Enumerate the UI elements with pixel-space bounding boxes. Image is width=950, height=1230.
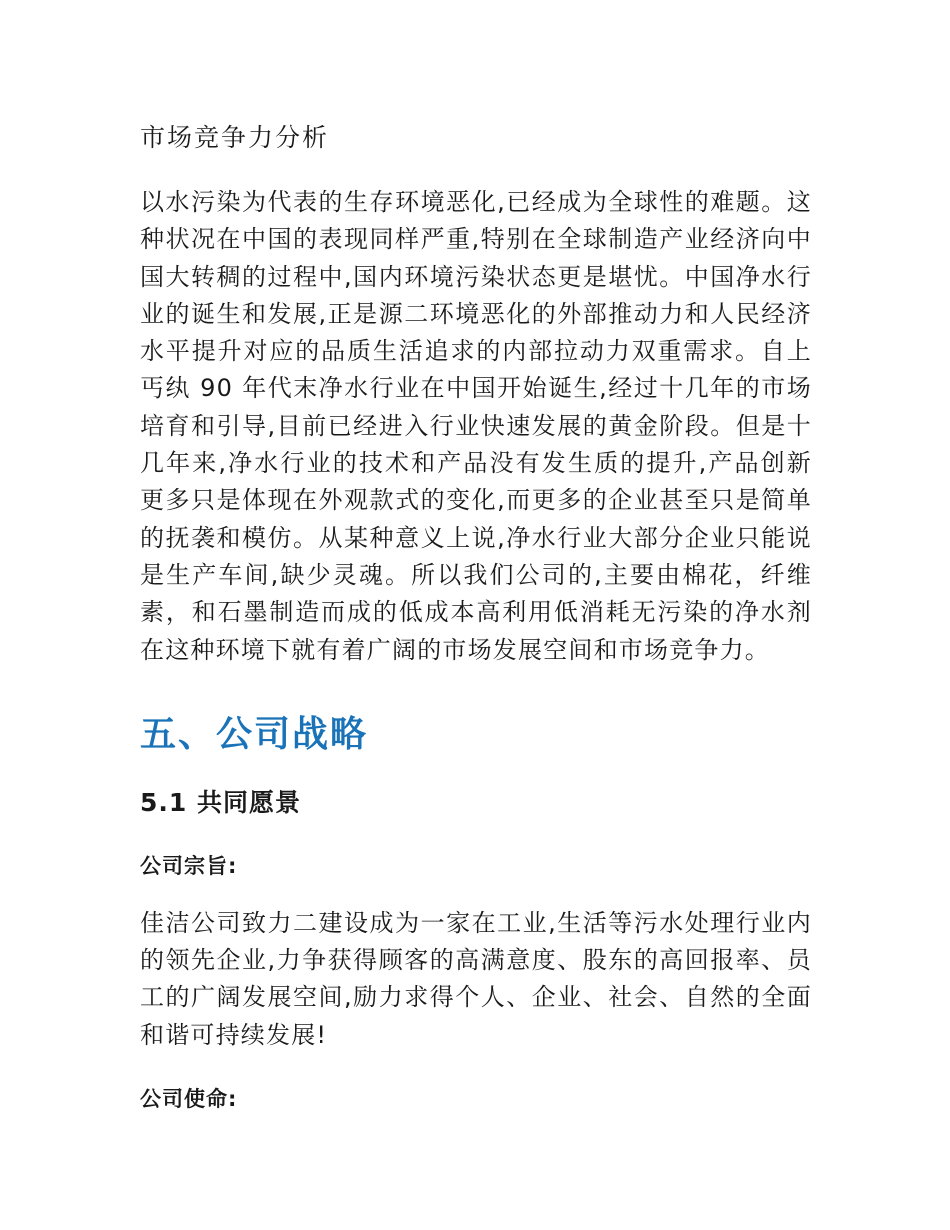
subsection-heading-shared-vision: 5.1 共同愿景: [140, 787, 301, 817]
market-analysis-paragraph: 以水污染为代表的生存环境恶化,已经成为全球性的难题。这种状况在中国的表现同样严重,特别在全球制造产业经济向中国大转稠的过程中,国内环境污染状态更是堪忧。中国净水行业的诞生和发展,正是源二环境恶化的外部推动力和人民经济水平提升对应的品质生活追求的内部拉动力双重需求。自上丐纨 90 年代末净水行业在中国开始诞生,经过十几年的市场培育和引导,目前已经进入行业快速发展的黄金阶段。但是十几年来,净水行业的技术和产品没有发生质的提升,产品创新更多只是体现在外观款式的变化,而更多的企业甚至只是简单的抚袭和模仿。从某种意义上说,净水行业大部分企业只能说是生产车间,缺少灵魂。所以我们公司的,主要由棉花，纤维素，和石墨制造而成的低成本高利用低消耗无污染的净水剂在这种环境下就有着广阔的市场发展空间和市场竞争力。: [140, 188, 812, 664]
section-heading-market-analysis: 市场竞争力分析: [140, 123, 330, 152]
chapter-heading-company-strategy: 五、公司战略: [140, 713, 369, 755]
company-purpose-paragraph: 佳洁公司致力二建设成为一家在工业,生活等污水处理行业内的领先企业,力争获得顾客的高满意度、股东的高回报率、员工的广阔发展空间,励力求得个人、企业、社会、自然的全面和谐可持续发展!: [140, 908, 812, 1049]
company-purpose-label: 公司宗旨:: [140, 853, 238, 878]
company-mission-label: 公司使命:: [140, 1087, 238, 1112]
